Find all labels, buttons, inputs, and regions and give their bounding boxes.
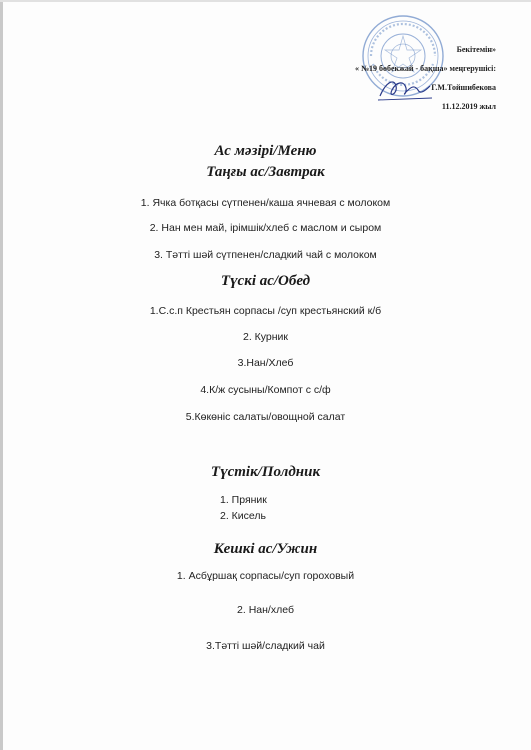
lunch-item-4: 4.К/ж сусыны/Компот с с/ф [200, 384, 331, 396]
breakfast-item-2: 2. Нан мен май, ірімшік/хлеб с маслом и сыром [149, 222, 382, 234]
dinner-item-2: 2. Нан/хлеб [237, 604, 294, 616]
breakfast-heading: Таңғы ас/Завтрак [206, 164, 325, 180]
snack-heading: Түстік/Полдник [210, 464, 321, 480]
page-edge-left [0, 0, 3, 750]
approval-head-name: Г.М.Тойшибекова [431, 83, 496, 92]
approval-institution: « №19 бөбекжай - бақша» меңгерушісі: [355, 64, 496, 73]
page-edge-top [0, 0, 531, 2]
approval-title: Бекітемін» [456, 45, 496, 54]
lunch-item-5: 5.Көкөніс салаты/овощной салат [185, 411, 346, 423]
lunch-heading: Түскі ас/Обед [220, 273, 311, 289]
dinner-item-1: 1. Асбұршақ сорпасы/суп гороховый [176, 570, 355, 582]
menu-title: Ас мәзірі/Меню [214, 143, 317, 159]
lunch-item-3: 3.Нан/Хлеб [237, 357, 294, 369]
snack-item-1: 1. Пряник [220, 494, 267, 506]
breakfast-item-3: 3. Тәтті шәй сүтпенен/сладкий чай с молоком [154, 249, 377, 261]
dinner-item-3: 3.Тәтті шәй/сладкий чай [206, 640, 325, 652]
approval-date: 11.12.2019 жыл [441, 102, 496, 111]
breakfast-item-1: 1. Ячка ботқасы сүтпенен/каша ячневая с молоком [140, 197, 391, 209]
lunch-item-2: 2. Курник [242, 331, 289, 343]
snack-item-2: 2. Кисель [220, 510, 266, 522]
lunch-item-1: 1.С.с.п Крестьян сорпасы /суп крестьянский к/б [149, 305, 382, 317]
handwritten-signature [376, 72, 434, 106]
snack-list [220, 492, 267, 524]
dinner-heading: Кешкі ас/Ужин [213, 541, 318, 557]
